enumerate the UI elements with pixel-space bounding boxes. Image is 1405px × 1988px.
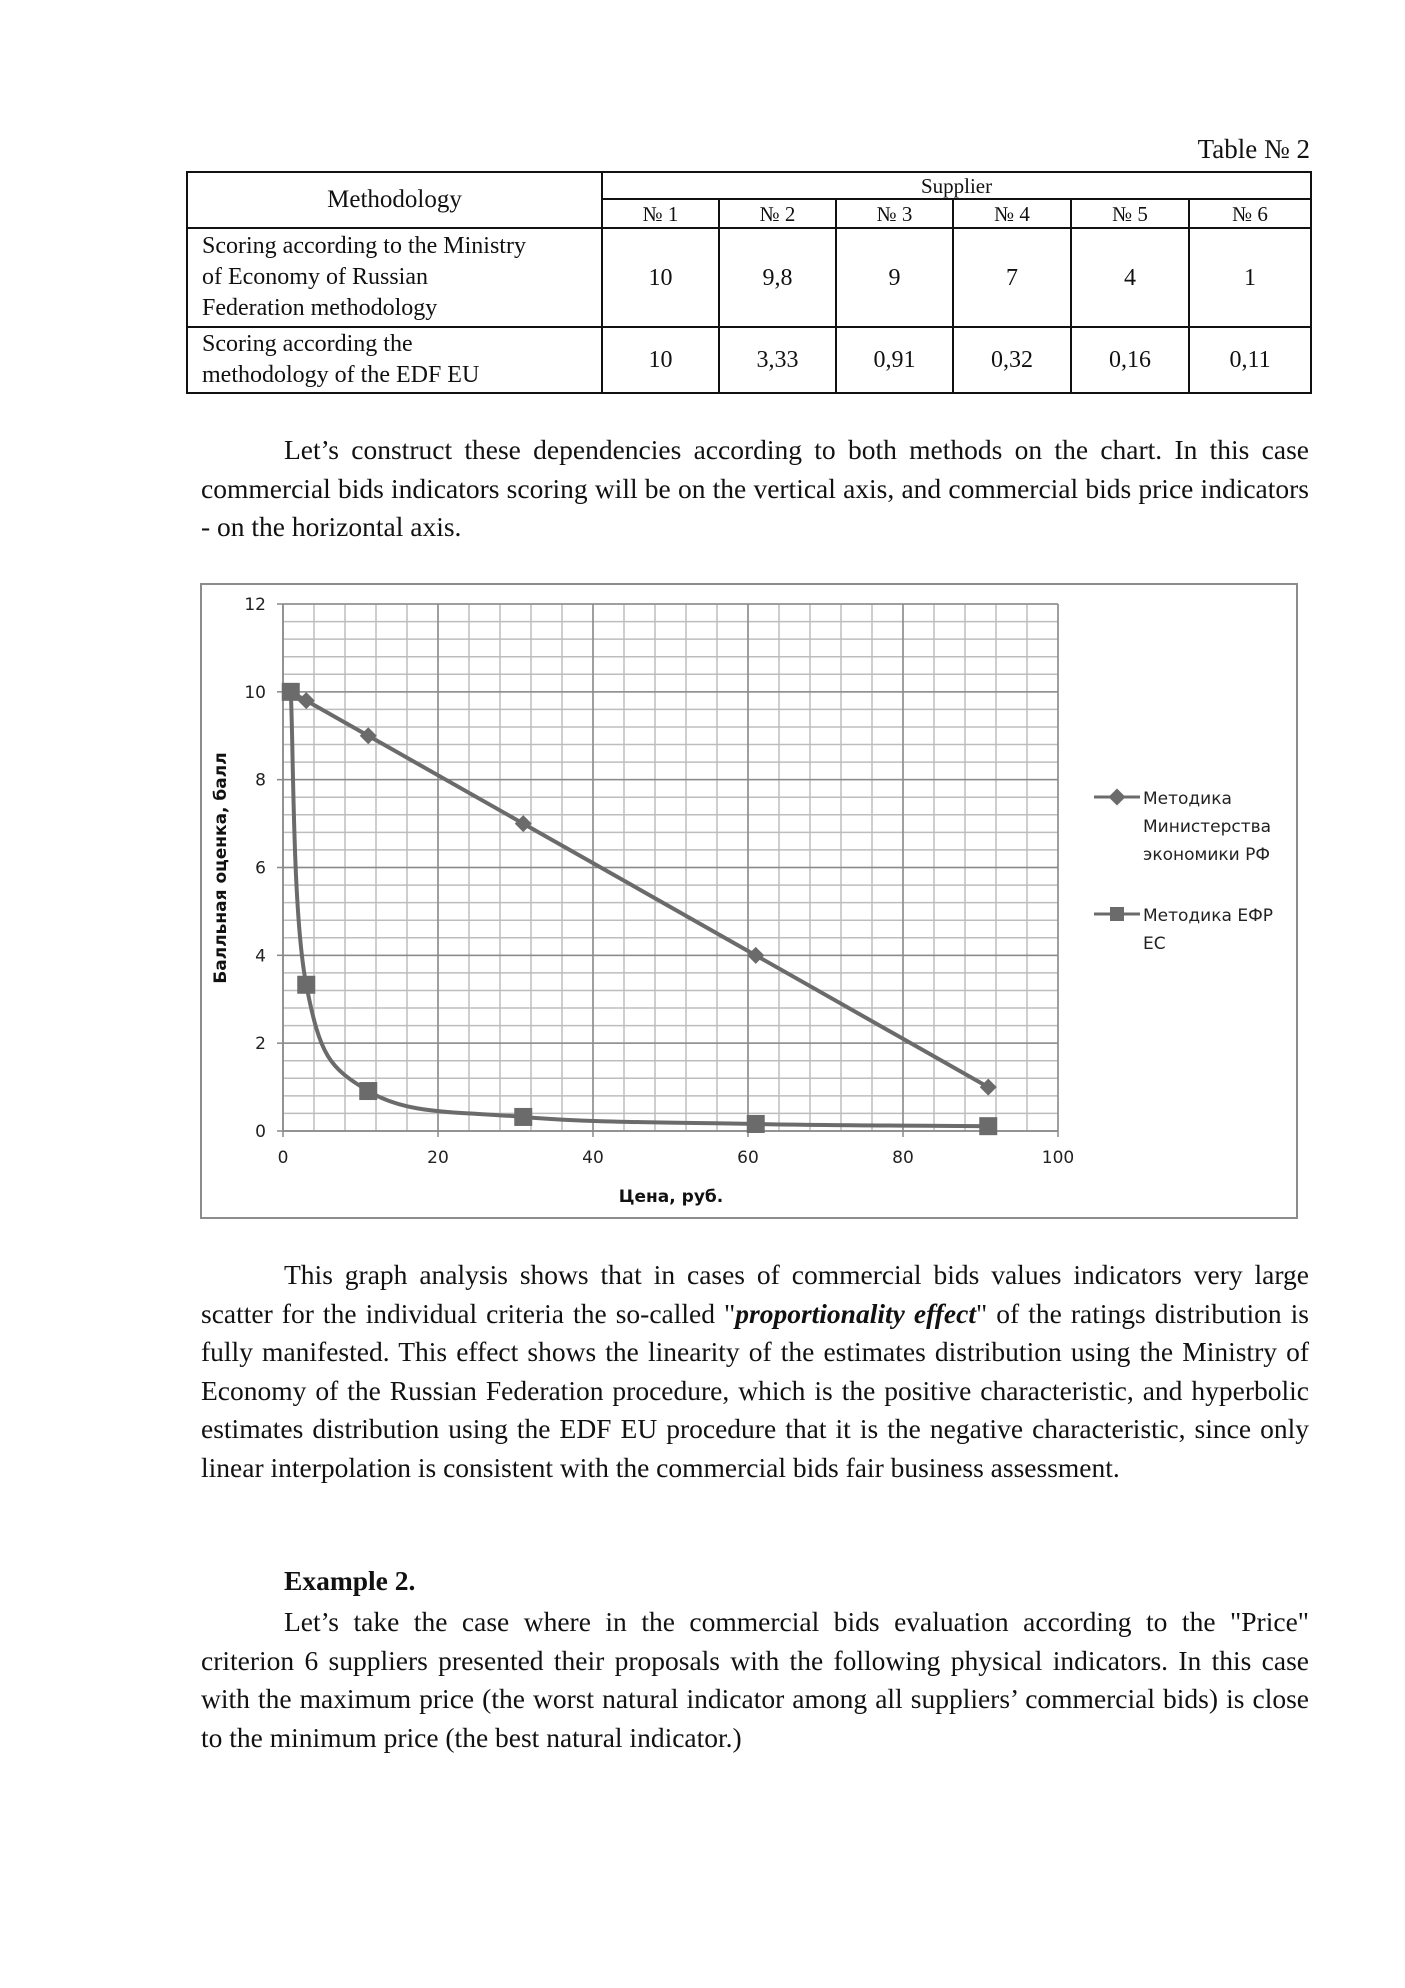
supplier-number: № 2: [719, 199, 836, 228]
y-tick-label: 4: [255, 946, 266, 967]
major-gridlines: [283, 604, 1058, 1131]
square-data-point: [359, 1082, 377, 1100]
square-data-point: [979, 1117, 997, 1135]
legend-label-line: экономики РФ: [1143, 845, 1270, 865]
x-tick-label: 60: [737, 1148, 759, 1168]
diamond-data-point: [747, 947, 764, 964]
legend-label-line: Методика ЕФР: [1143, 906, 1273, 926]
x-tick-label: 40: [582, 1148, 604, 1168]
table-cell: 10: [602, 327, 719, 393]
example-paragraph: [201, 1603, 1309, 1757]
x-tick-label: 20: [427, 1148, 449, 1168]
diamond-marker-icon: [1109, 789, 1126, 806]
x-axis-label: Цена, руб.: [618, 1187, 724, 1207]
analysis-text: " of the ratings distribution is fully manifested. This effect shows the linearity of the estimates distribution using the Ministry of Economy of the Russian Federation procedure, which is the positive characteristic, and hyperbolic estimates distribution using the EDF EU procedure that it is the negative characteristic, since only linear interpolation is consistent with the commercial bids fair business assessment.: [201, 1297, 1309, 1483]
y-tick-labels: [244, 595, 266, 1142]
supplier-number: № 1: [602, 199, 719, 228]
y-tick-label: 8: [255, 770, 266, 791]
y-tick-label: 2: [255, 1034, 266, 1055]
square-data-point: [282, 683, 300, 701]
axes: [277, 604, 1058, 1137]
x-tick-label: 0: [277, 1148, 289, 1168]
table-cell: 7: [953, 228, 1071, 327]
table-caption: Table № 2: [1197, 134, 1310, 164]
row-label-line: Scoring according to the Ministry: [202, 233, 526, 259]
square-data-point: [297, 976, 315, 994]
table-cell: 9,8: [719, 228, 836, 327]
supplier-number: № 5: [1071, 199, 1189, 228]
diamond-data-point: [360, 727, 377, 744]
y-tick-label: 0: [255, 1122, 266, 1142]
table-cell: 4: [1071, 228, 1189, 327]
row-label-line: Scoring according the: [202, 331, 413, 357]
square-marker-icon: [1110, 907, 1124, 921]
x-tick-label: 80: [892, 1148, 914, 1168]
supplier-number: № 3: [836, 199, 953, 228]
chart-legend: [1094, 789, 1273, 954]
table-cell: 0,11: [1189, 327, 1311, 393]
row-label-line: of Economy of Russian: [202, 264, 428, 290]
table-cell: 3,33: [719, 327, 836, 393]
y-tick-label: 6: [255, 858, 266, 879]
square-data-point: [514, 1108, 532, 1126]
analysis-text: This graph analysis shows that in cases of commercial bids values indicators very large scatter for the individual criteria the so-called ": [201, 1259, 1309, 1329]
row-label-line: Federation methodology: [202, 295, 438, 321]
square-data-point: [747, 1115, 765, 1133]
example-text: Let’s take the case where in the commercial bids evaluation according to the "Price" criterion 6 suppliers presented their proposals with the following physical indicators. In this case with the maximum price (the worst natural indicator among all suppliers’ commercial bids) is close to the minimum price (the best natural indicator.): [201, 1606, 1309, 1753]
x-tick-label: 100: [1041, 1148, 1075, 1168]
row-label-line: methodology of the EDF EU: [202, 362, 480, 388]
y-tick-label: 12: [244, 595, 266, 615]
legend-label-line: Методика: [1143, 789, 1232, 809]
table-cell: 0,32: [953, 327, 1071, 393]
diamond-data-point: [980, 1079, 997, 1096]
supplier-header: Supplier: [602, 172, 1311, 199]
table-cell: 10: [602, 228, 719, 327]
table-cell: 0,16: [1071, 327, 1189, 393]
table-cell: 1: [1189, 228, 1311, 327]
x-tick-labels: [278, 1148, 1075, 1168]
legend-item-ministry: [1094, 789, 1271, 865]
legend-label-line: ЕС: [1143, 934, 1166, 954]
methodology-header: Methodology: [187, 172, 602, 228]
supplier-number: № 6: [1189, 199, 1311, 228]
analysis-paragraph: [201, 1256, 1309, 1488]
diamond-data-point: [298, 692, 315, 709]
diamond-data-point: [515, 815, 532, 832]
y-tick-label: 10: [244, 682, 266, 703]
supplier-number: № 4: [953, 199, 1071, 228]
example-heading: Example 2.: [284, 1565, 416, 1596]
table-cell: 9: [836, 228, 953, 327]
intro-text: Let’s construct these dependencies according to both methods on the chart. In this case commercial bids indicators scoring will be on the vertical axis, and commercial bids price indicators - on the horizontal axis.: [201, 434, 1309, 543]
proportionality-effect-term: proportionality effect: [735, 1297, 976, 1329]
series-line-1: [291, 692, 989, 1087]
legend-item-edf: [1094, 906, 1273, 954]
table-cell: 0,91: [836, 327, 953, 393]
series-markers: [282, 683, 998, 1135]
y-axis-label: Балльная оценка, балл: [211, 752, 231, 984]
legend-label-line: Министерства: [1143, 817, 1272, 837]
